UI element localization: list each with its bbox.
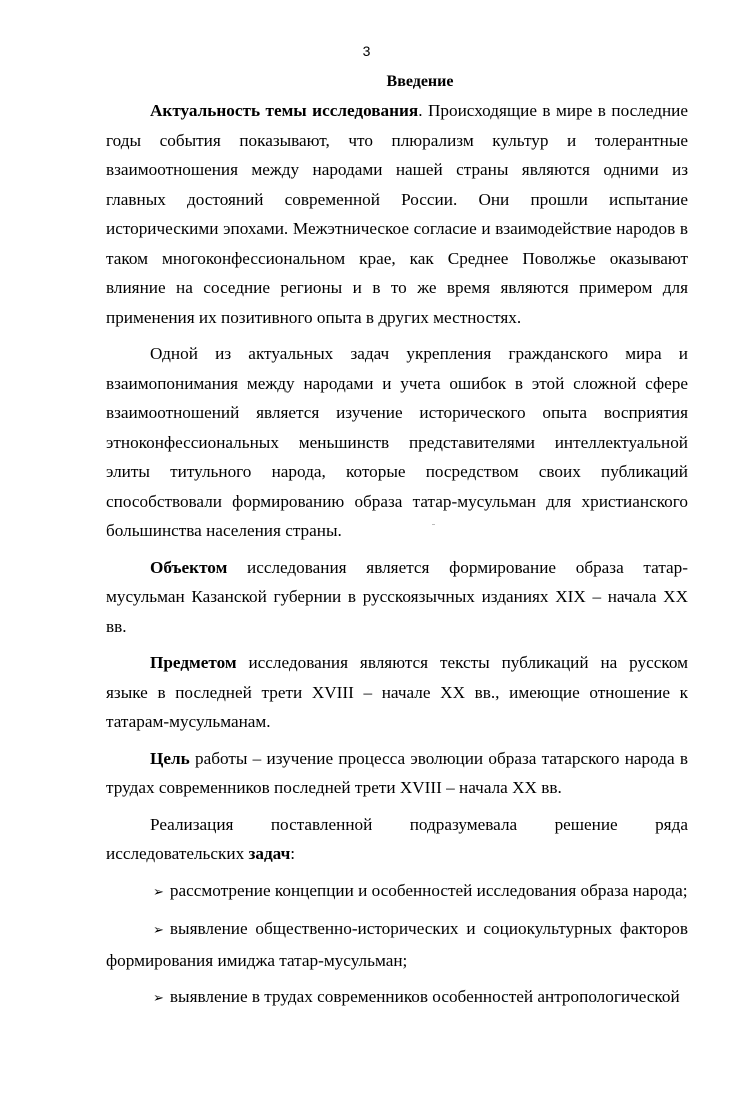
paragraph-goal <box>106 744 688 803</box>
arrow-bullet-icon: ➢ <box>153 884 164 900</box>
paragraph-object <box>106 553 688 642</box>
realization-text: исследовательских <box>106 844 249 863</box>
arrow-bullet-icon: ➢ <box>153 923 164 938</box>
list-item <box>106 982 688 1012</box>
realization-word: Реализация <box>150 814 234 834</box>
list-item <box>106 914 688 975</box>
realization-word: решение <box>554 814 618 834</box>
list-item <box>106 876 688 908</box>
goal-text: работы – изучение процесса эволюции образа татарского народа в трудах современников последней трети XVIII – начала XX вв. <box>106 748 688 797</box>
list-item-text: выявление общественно-исторических и социокультурных факторов формирования имиджа татар-мусульман; <box>106 919 688 970</box>
paragraph-relevance <box>106 96 688 332</box>
context-text: Одной из актуальных задач укрепления гражданского мира и взаимопонимания между народами и учета ошибок в этой сложной сфере взаимоотношений является изучение исторического опыта восприятия этноконфессиональных меньшинств представителями интеллектуальной элиты титульного народа, которые посредством своих публикаций способствовали формированию образа татар-мусульман для христианского большинства населения страны. <box>106 344 688 540</box>
realization-line <box>106 810 688 840</box>
paragraph-subject <box>106 648 688 737</box>
relevance-label: Актуальность темы исследования <box>150 101 419 120</box>
document-body <box>106 96 688 1012</box>
section-heading: Введение <box>386 73 454 90</box>
list-item-text: рассмотрение концепции и особенностей исследования образа народа; <box>169 880 688 900</box>
object-text: исследования является формирование образа татар-мусульман Казанской губернии в русскоязычных изданиях XIX – начала XX вв. <box>106 557 688 636</box>
arrow-bullet-icon: ➢ <box>153 991 164 1006</box>
realization-word: поставленной <box>270 814 373 834</box>
tasks-label: задач <box>248 844 291 863</box>
tasks-colon: : <box>290 844 296 863</box>
list-item-text: выявление в трудах современников особенностей антропологической <box>169 987 680 1006</box>
subject-label: Предметом <box>150 653 237 672</box>
paragraph-tasks-context <box>106 339 688 546</box>
realization-line-2 <box>106 839 688 869</box>
subject-text: исследования являются тексты публикаций на русском языке в последней трети XVIII – начале XX вв., имеющие отношение к татарам-мусульманам. <box>106 653 688 731</box>
object-label: Объектом <box>150 557 228 577</box>
relevance-text: . Происходящие в мире в последние годы события показывают, что плюрализм культур и толерантные взаимоотношения между народами нашей страны являются одними из главных достояний современной России. Они прошли испытание историческими эпохами. Межэтническое согласие и взаимодействие народов в таком многоконфессиональном крае, как Среднее Поволжье оказывают влияние на соседние регионы и в то же время являются примером для применения их позитивного опыта в других местностях. <box>106 101 688 327</box>
paragraph-realization <box>106 810 688 869</box>
goal-label: Цель <box>150 748 190 768</box>
page-number: 3 <box>362 43 371 59</box>
realization-word: подразумевала <box>409 814 518 834</box>
realization-word: ряда <box>655 814 688 834</box>
